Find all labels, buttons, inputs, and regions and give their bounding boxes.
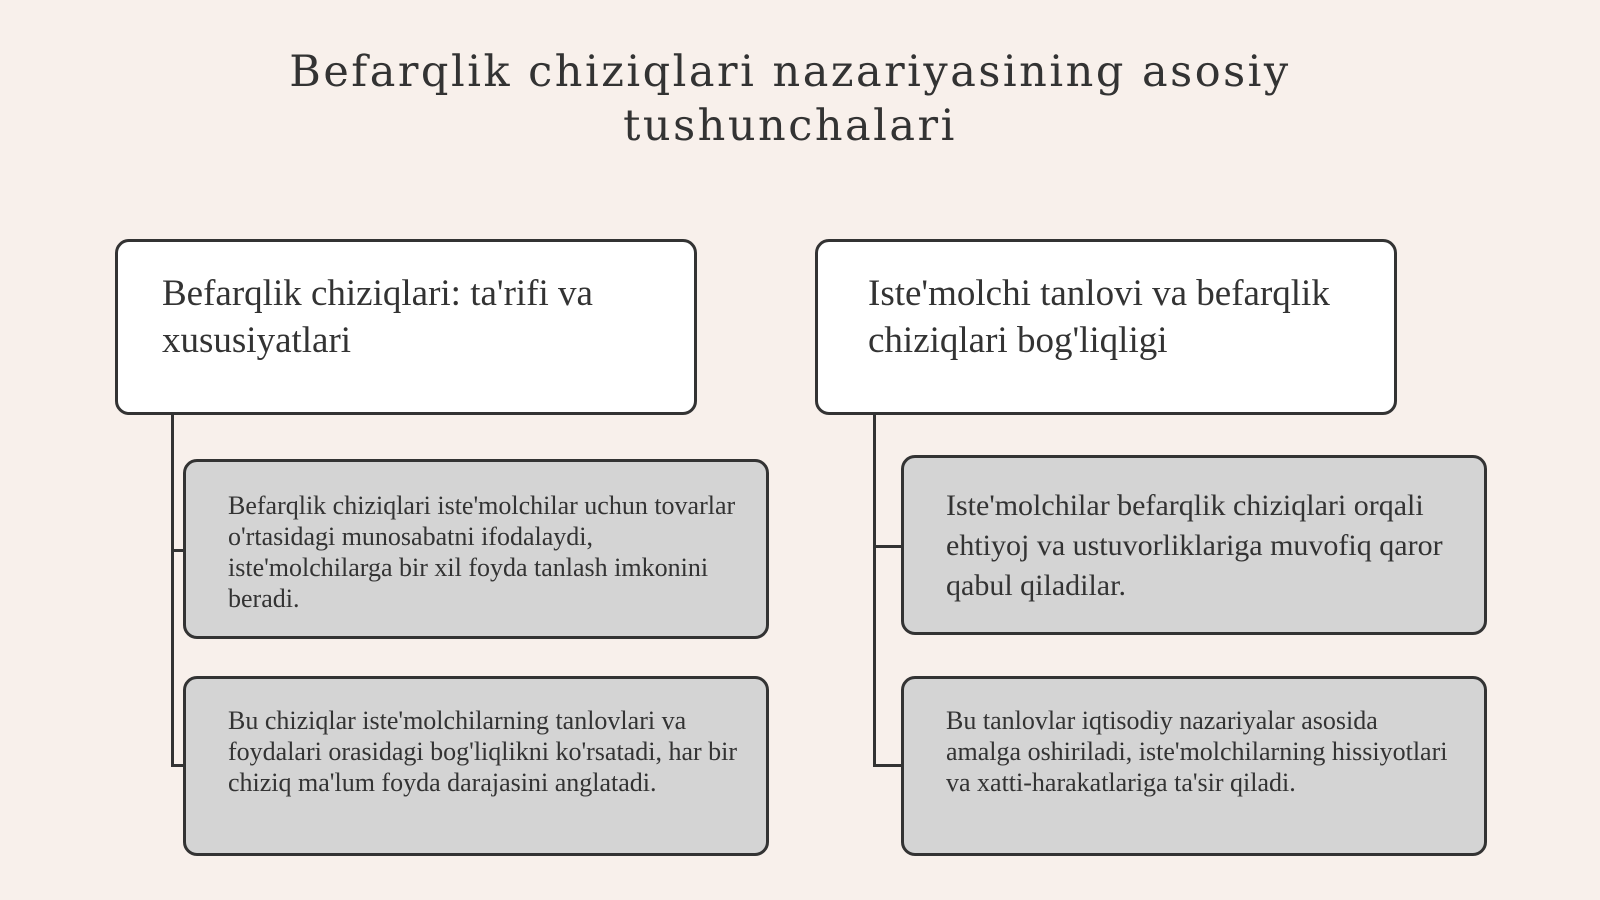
left-item-box-2 (183, 676, 769, 856)
right-item-box-2 (901, 676, 1487, 856)
diagram-title: Befarqlik chiziqlari nazariyasining asosiy tushunchalari (289, 47, 1291, 151)
right-heading-box (815, 239, 1397, 415)
right-item-text-1: Iste'molchilar befarqlik chiziqlari orqali ehtiyoj va ustuvorliklariga muvofiq qaror qabul qiladilar. (946, 489, 1443, 602)
right-branch-line-1 (873, 545, 903, 548)
left-heading-box (115, 239, 697, 415)
right-trunk-line (873, 415, 876, 767)
left-item-box-1 (183, 459, 769, 639)
left-heading-label: Befarqlik chiziqlari: ta'rifi va xususiyatlari (162, 273, 593, 361)
left-item-text-1: Befarqlik chiziqlari iste'molchilar uchun tovarlar o'rtasidagi munosabatni ifodalaydi, iste'molchilarga bir xil foyda tanlash imkonini beradi. (228, 491, 736, 613)
left-item-text-2: Bu chiziqlar iste'molchilarning tanlovlari va foydalari orasidagi bog'liqlikni ko'rsatadi, har bir chiziq ma'lum foyda darajasini anglatadi. (228, 706, 738, 797)
left-trunk-line (171, 415, 174, 767)
right-item-box-1 (901, 455, 1487, 635)
right-heading-label: Iste'molchi tanlovi va befarqlik chiziqlari bog'liqligi (868, 273, 1330, 361)
right-item-text-2: Bu tanlovlar iqtisodiy nazariyalar asosida amalga oshiriladi, iste'molchilarning hissiyotlari va xatti-harakatlariga ta'sir qiladi. (946, 706, 1448, 797)
right-branch-line-2 (873, 764, 903, 767)
